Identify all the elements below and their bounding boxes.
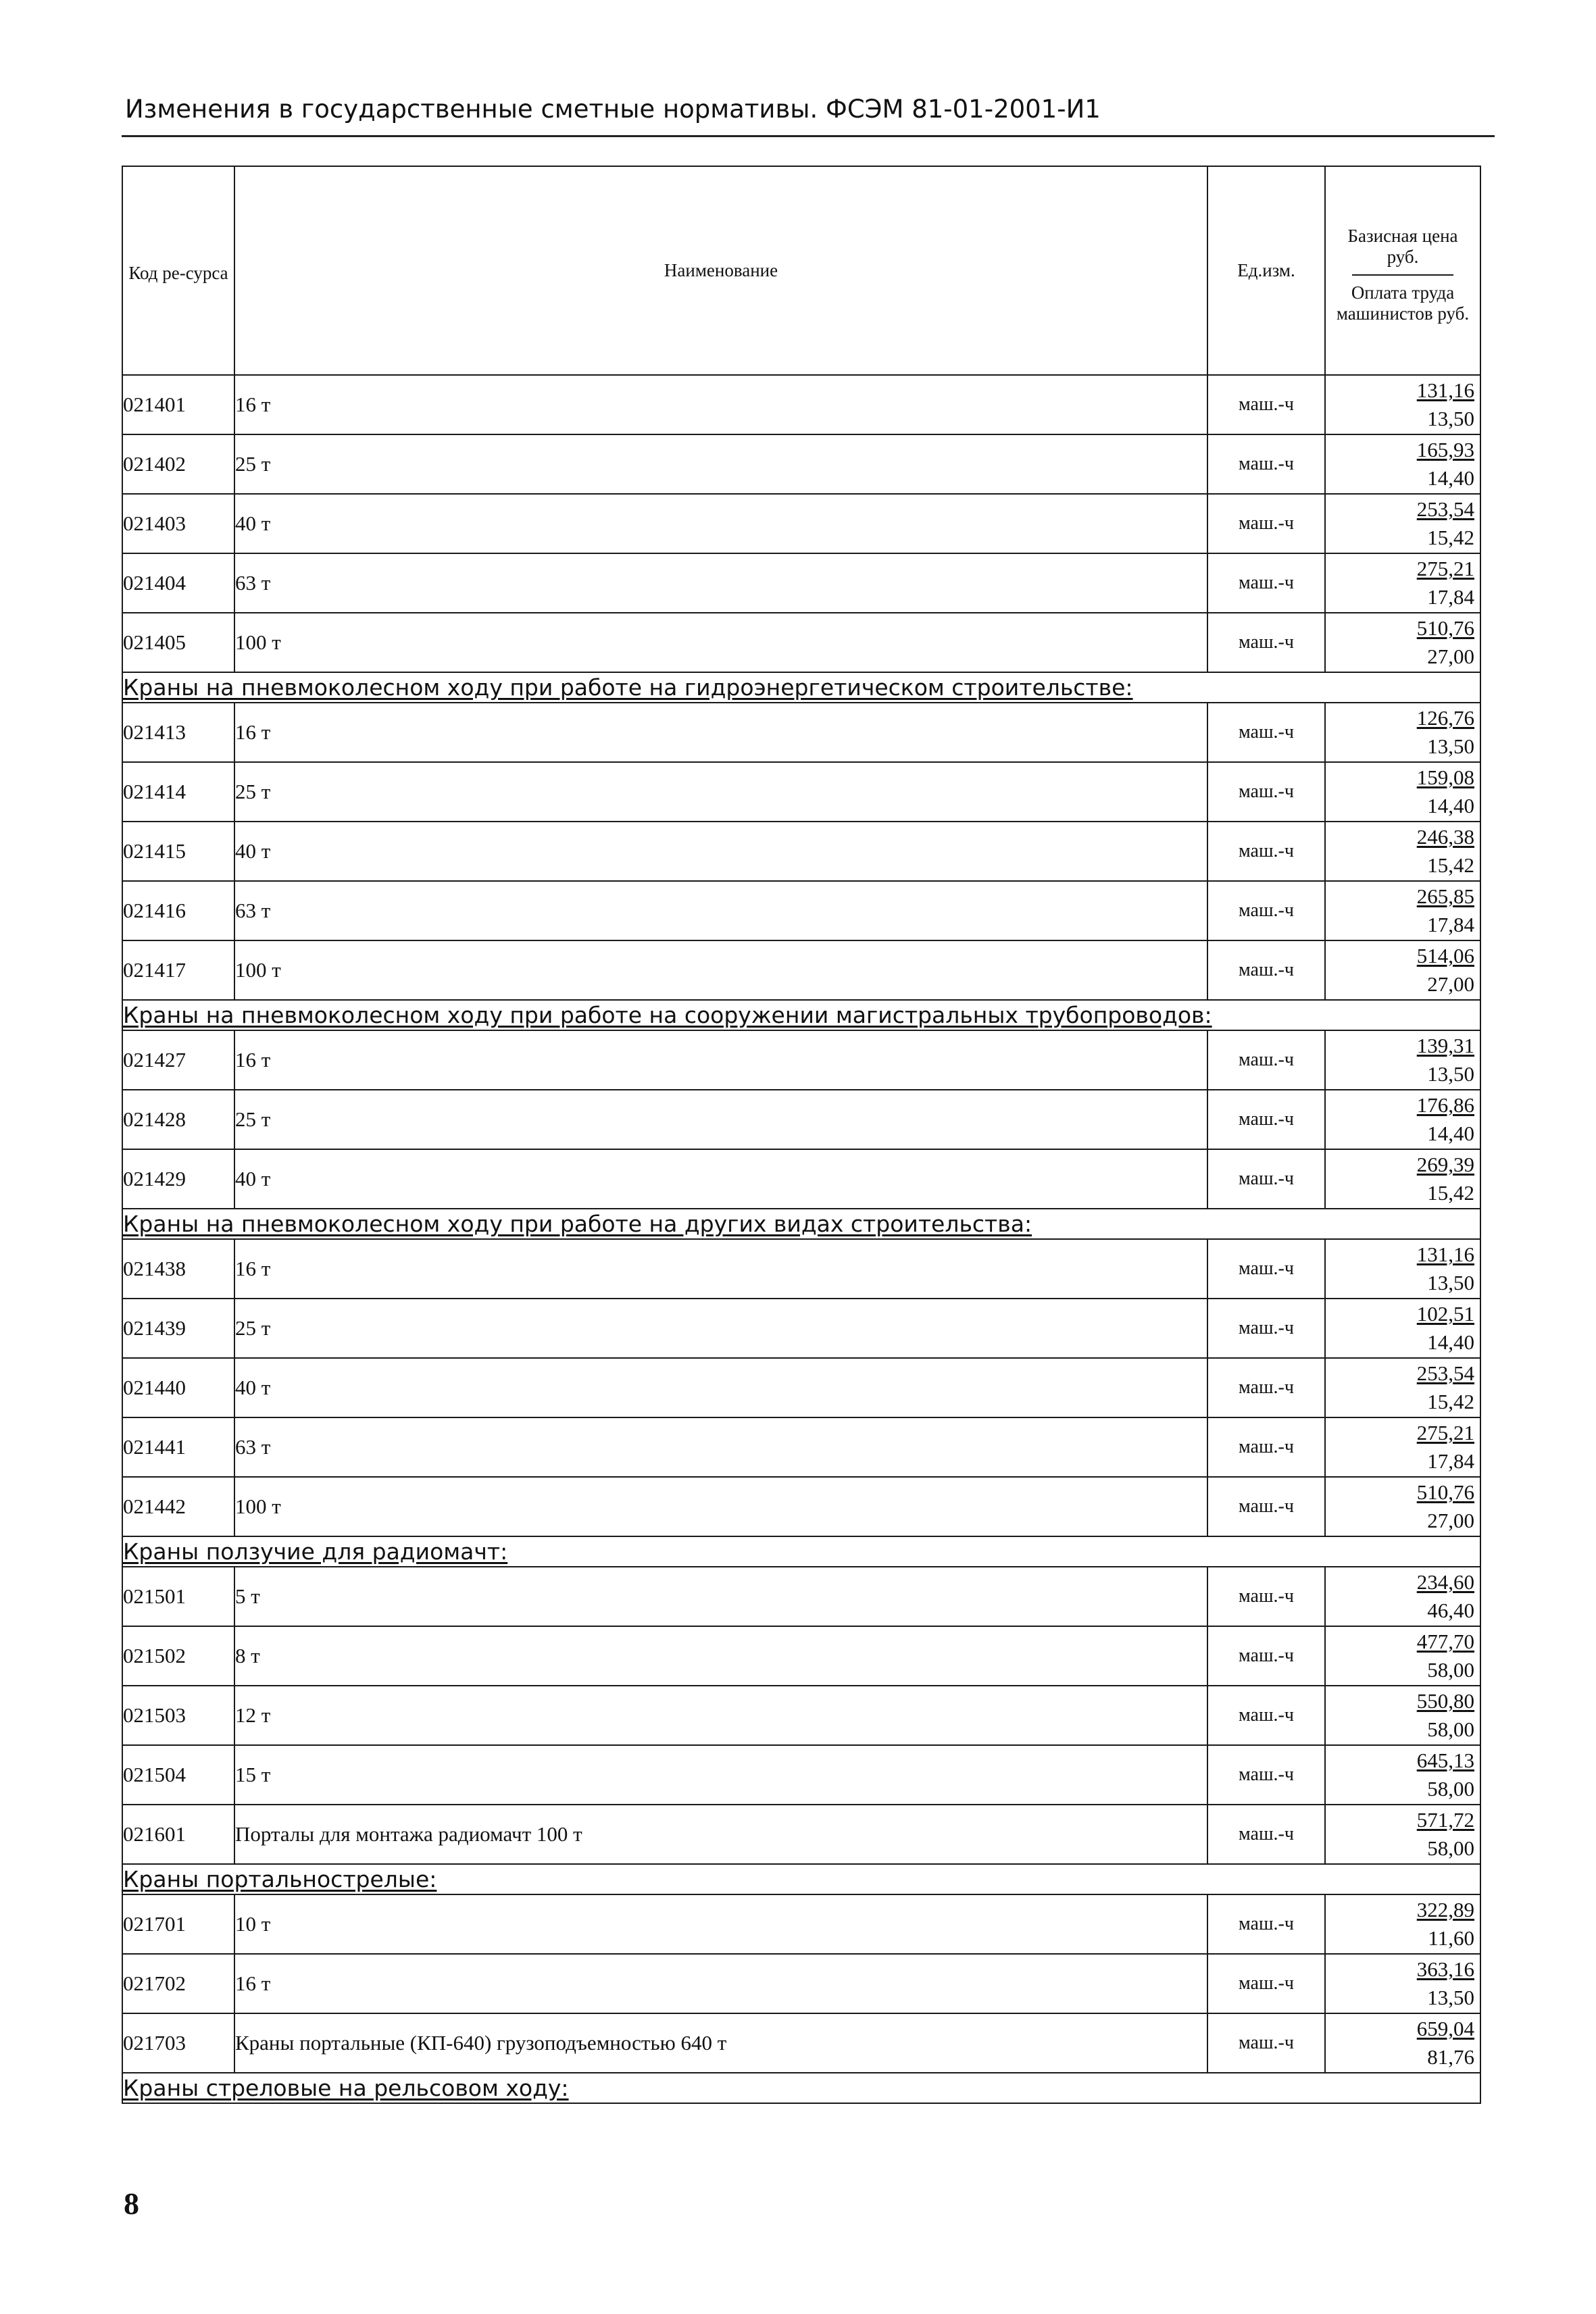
price-cell: [1325, 1477, 1480, 1536]
price-cell: [1325, 1417, 1480, 1477]
resource-code: 021439: [122, 1299, 234, 1358]
resource-unit: маш.-ч: [1207, 762, 1325, 822]
base-price: 510,76: [1416, 616, 1474, 640]
table-row: [122, 762, 1480, 822]
column-header-code: Код ре-сурса: [122, 166, 234, 375]
table-row: [122, 940, 1480, 1000]
resource-name: 12 т: [234, 1686, 1207, 1745]
resource-name: 16 т: [234, 375, 1207, 434]
resource-name: 25 т: [234, 1299, 1207, 1358]
resource-code: 021502: [122, 1626, 234, 1686]
column-header-divider: [1352, 274, 1453, 276]
operator-wage: 58,00: [1427, 1836, 1474, 1860]
base-price: 514,06: [1416, 944, 1474, 967]
operator-wage: 13,50: [1427, 1062, 1474, 1086]
resource-name: 40 т: [234, 494, 1207, 553]
price-cell: [1325, 1745, 1480, 1805]
table-row: [122, 1745, 1480, 1805]
column-header-price-base: Базисная цена руб.: [1347, 225, 1458, 267]
resource-unit: маш.-ч: [1207, 1894, 1325, 1954]
resource-unit: маш.-ч: [1207, 1239, 1325, 1299]
resource-name: 40 т: [234, 1149, 1207, 1209]
resource-name: 25 т: [234, 762, 1207, 822]
resource-code: 021504: [122, 1745, 234, 1805]
resource-unit: маш.-ч: [1207, 434, 1325, 494]
resource-unit: маш.-ч: [1207, 1030, 1325, 1090]
operator-wage: 27,00: [1427, 645, 1474, 668]
table-body: [122, 166, 1480, 2103]
column-header-unit: Ед.изм.: [1207, 166, 1325, 375]
price-cell: [1325, 1030, 1480, 1090]
category-title: Краны стреловые на рельсовом ходу:: [122, 2073, 1480, 2103]
base-price: 275,21: [1416, 1421, 1474, 1444]
column-header-name: Наименование: [234, 166, 1207, 375]
resource-code: 021441: [122, 1417, 234, 1477]
resource-unit: маш.-ч: [1207, 1567, 1325, 1626]
resource-code: 021415: [122, 822, 234, 881]
base-price: 510,76: [1416, 1480, 1474, 1504]
resource-name: 40 т: [234, 822, 1207, 881]
base-price: 131,16: [1416, 1242, 1474, 1266]
base-price: 139,31: [1416, 1034, 1474, 1057]
base-price: 645,13: [1416, 1749, 1474, 1772]
price-cell: [1325, 1299, 1480, 1358]
table-row: [122, 1626, 1480, 1686]
table-row: [122, 1894, 1480, 1954]
resource-unit: маш.-ч: [1207, 703, 1325, 762]
resource-code: 021440: [122, 1358, 234, 1417]
resource-name: 63 т: [234, 553, 1207, 613]
operator-wage: 17,84: [1427, 913, 1474, 936]
resource-unit: маш.-ч: [1207, 494, 1325, 553]
category-row: [122, 1000, 1480, 1030]
price-cell: [1325, 822, 1480, 881]
base-price: 159,08: [1416, 765, 1474, 789]
base-price: 659,04: [1416, 2017, 1474, 2040]
resource-code: 021401: [122, 375, 234, 434]
price-cell: [1325, 1090, 1480, 1149]
price-cell: [1325, 494, 1480, 553]
table-row: [122, 613, 1480, 672]
base-price: 102,51: [1416, 1302, 1474, 1326]
base-price: 234,60: [1416, 1570, 1474, 1594]
price-cell: [1325, 375, 1480, 434]
price-cell: [1325, 434, 1480, 494]
price-cell: [1325, 762, 1480, 822]
page-number: 8: [124, 2186, 139, 2221]
table-row: [122, 1417, 1480, 1477]
base-price: 265,85: [1416, 884, 1474, 908]
base-price: 269,39: [1416, 1153, 1474, 1176]
resource-name: 10 т: [234, 1894, 1207, 1954]
table-row: [122, 1239, 1480, 1299]
operator-wage: 58,00: [1427, 1717, 1474, 1741]
operator-wage: 13,50: [1427, 734, 1474, 758]
table-row: [122, 1805, 1480, 1864]
operator-wage: 27,00: [1427, 1509, 1474, 1532]
resource-code: 021442: [122, 1477, 234, 1536]
base-price: 253,54: [1416, 497, 1474, 521]
base-price: 165,93: [1416, 438, 1474, 461]
operator-wage: 58,00: [1427, 1777, 1474, 1801]
operator-wage: 14,40: [1427, 794, 1474, 818]
table-row: [122, 1477, 1480, 1536]
base-price: 571,72: [1416, 1808, 1474, 1832]
base-price: 253,54: [1416, 1361, 1474, 1385]
category-row: [122, 1864, 1480, 1894]
operator-wage: 13,50: [1427, 1986, 1474, 2009]
base-price: 363,16: [1416, 1957, 1474, 1981]
resource-unit: маш.-ч: [1207, 822, 1325, 881]
category-row: [122, 672, 1480, 703]
price-cell: [1325, 1149, 1480, 1209]
resource-name: 5 т: [234, 1567, 1207, 1626]
price-cell: [1325, 553, 1480, 613]
resource-name: 25 т: [234, 434, 1207, 494]
resource-unit: маш.-ч: [1207, 375, 1325, 434]
price-cell: [1325, 1894, 1480, 1954]
resource-unit: маш.-ч: [1207, 940, 1325, 1000]
base-price: 246,38: [1416, 825, 1474, 849]
table-row: [122, 822, 1480, 881]
resource-unit: маш.-ч: [1207, 1686, 1325, 1745]
resource-code: 021428: [122, 1090, 234, 1149]
category-title: Краны ползучие для радиомачт:: [122, 1536, 1480, 1567]
table-row: [122, 1567, 1480, 1626]
resource-code: 021427: [122, 1030, 234, 1090]
category-title: Краны на пневмоколесном ходу при работе на гидроэнергетическом строительстве:: [122, 672, 1480, 703]
price-cell: [1325, 2013, 1480, 2073]
operator-wage: 15,42: [1427, 1181, 1474, 1205]
resource-unit: маш.-ч: [1207, 553, 1325, 613]
resource-name: 25 т: [234, 1090, 1207, 1149]
operator-wage: 14,40: [1427, 1330, 1474, 1354]
table-row: [122, 434, 1480, 494]
resource-name: 16 т: [234, 1239, 1207, 1299]
category-title: Краны портальнострелые:: [122, 1864, 1480, 1894]
price-cell: [1325, 1626, 1480, 1686]
resource-name: 16 т: [234, 1030, 1207, 1090]
price-cell: [1325, 703, 1480, 762]
resource-code: 021503: [122, 1686, 234, 1745]
operator-wage: 13,50: [1427, 1271, 1474, 1294]
resource-unit: маш.-ч: [1207, 1805, 1325, 1864]
table-row: [122, 553, 1480, 613]
table-row: [122, 375, 1480, 434]
table-row: [122, 1954, 1480, 2013]
table-row: [122, 703, 1480, 762]
table-row: [122, 1358, 1480, 1417]
resource-name: Краны портальные (КП-640) грузоподъемностью 640 т: [234, 2013, 1207, 2073]
resource-code: 021438: [122, 1239, 234, 1299]
base-price: 550,80: [1416, 1689, 1474, 1713]
resource-unit: маш.-ч: [1207, 1954, 1325, 2013]
resource-unit: маш.-ч: [1207, 613, 1325, 672]
resource-unit: маш.-ч: [1207, 1149, 1325, 1209]
base-price: 322,89: [1416, 1898, 1474, 1921]
category-row: [122, 1536, 1480, 1567]
resource-name: 100 т: [234, 613, 1207, 672]
price-cell: [1325, 940, 1480, 1000]
resource-name: 8 т: [234, 1626, 1207, 1686]
resource-code: 021404: [122, 553, 234, 613]
price-cell: [1325, 1686, 1480, 1745]
operator-wage: 15,42: [1427, 1390, 1474, 1413]
resource-unit: маш.-ч: [1207, 1477, 1325, 1536]
table-row: [122, 1149, 1480, 1209]
table-row: [122, 1090, 1480, 1149]
category-title: Краны на пневмоколесном ходу при работе на других видах строительства:: [122, 1209, 1480, 1239]
resource-unit: маш.-ч: [1207, 1417, 1325, 1477]
operator-wage: 17,84: [1427, 1449, 1474, 1473]
resource-name: 16 т: [234, 1954, 1207, 2013]
resource-code: 021416: [122, 881, 234, 940]
resource-unit: маш.-ч: [1207, 2013, 1325, 2073]
base-price: 131,16: [1416, 378, 1474, 402]
column-header-price: [1325, 166, 1480, 375]
resource-code: 021601: [122, 1805, 234, 1864]
price-cell: [1325, 1567, 1480, 1626]
header-rule: [122, 135, 1495, 137]
category-row: [122, 1209, 1480, 1239]
resource-name: 15 т: [234, 1745, 1207, 1805]
price-cell: [1325, 1954, 1480, 2013]
base-price: 176,86: [1416, 1093, 1474, 1117]
resource-code: 021701: [122, 1894, 234, 1954]
operator-wage: 58,00: [1427, 1658, 1474, 1682]
price-table: [122, 166, 1481, 2104]
table-header-row: [122, 166, 1480, 375]
resource-code: 021402: [122, 434, 234, 494]
price-cell: [1325, 1805, 1480, 1864]
operator-wage: 11,60: [1428, 1926, 1474, 1950]
operator-wage: 14,40: [1427, 466, 1474, 490]
resource-name: Порталы для монтажа радиомачт 100 т: [234, 1805, 1207, 1864]
operator-wage: 46,40: [1427, 1599, 1474, 1622]
base-price: 275,21: [1416, 557, 1474, 580]
resource-code: 021417: [122, 940, 234, 1000]
resource-unit: маш.-ч: [1207, 1090, 1325, 1149]
category-row: [122, 2073, 1480, 2103]
column-header-price-wage: Оплата труда машинистов руб.: [1336, 282, 1470, 324]
resource-code: 021429: [122, 1149, 234, 1209]
resource-code: 021501: [122, 1567, 234, 1626]
resource-code: 021414: [122, 762, 234, 822]
base-price: 477,70: [1416, 1630, 1474, 1653]
resource-name: 100 т: [234, 940, 1207, 1000]
resource-code: 021703: [122, 2013, 234, 2073]
price-cell: [1325, 613, 1480, 672]
page-header: Изменения в государственные сметные нормативы. ФСЭМ 81-01-2001-И1: [125, 95, 1101, 124]
resource-name: 100 т: [234, 1477, 1207, 1536]
resource-name: 63 т: [234, 1417, 1207, 1477]
operator-wage: 15,42: [1427, 526, 1474, 549]
resource-unit: маш.-ч: [1207, 1299, 1325, 1358]
table-row: [122, 2013, 1480, 2073]
operator-wage: 14,40: [1427, 1122, 1474, 1145]
price-cell: [1325, 1239, 1480, 1299]
resource-unit: маш.-ч: [1207, 1745, 1325, 1805]
price-cell: [1325, 881, 1480, 940]
table-row: [122, 1030, 1480, 1090]
resource-name: 63 т: [234, 881, 1207, 940]
base-price: 126,76: [1416, 706, 1474, 730]
table-row: [122, 494, 1480, 553]
table-row: [122, 1686, 1480, 1745]
resource-name: 16 т: [234, 703, 1207, 762]
operator-wage: 13,50: [1427, 407, 1474, 430]
resource-unit: маш.-ч: [1207, 881, 1325, 940]
resource-unit: маш.-ч: [1207, 1358, 1325, 1417]
table-row: [122, 881, 1480, 940]
resource-unit: маш.-ч: [1207, 1626, 1325, 1686]
table-row: [122, 1299, 1480, 1358]
resource-code: 021403: [122, 494, 234, 553]
resource-code: 021413: [122, 703, 234, 762]
operator-wage: 27,00: [1427, 972, 1474, 996]
operator-wage: 15,42: [1427, 853, 1474, 877]
price-cell: [1325, 1358, 1480, 1417]
category-title: Краны на пневмоколесном ходу при работе на сооружении магистральных трубопроводов:: [122, 1000, 1480, 1030]
operator-wage: 17,84: [1427, 585, 1474, 609]
resource-code: 021405: [122, 613, 234, 672]
operator-wage: 81,76: [1427, 2045, 1474, 2069]
resource-code: 021702: [122, 1954, 234, 2013]
resource-name: 40 т: [234, 1358, 1207, 1417]
